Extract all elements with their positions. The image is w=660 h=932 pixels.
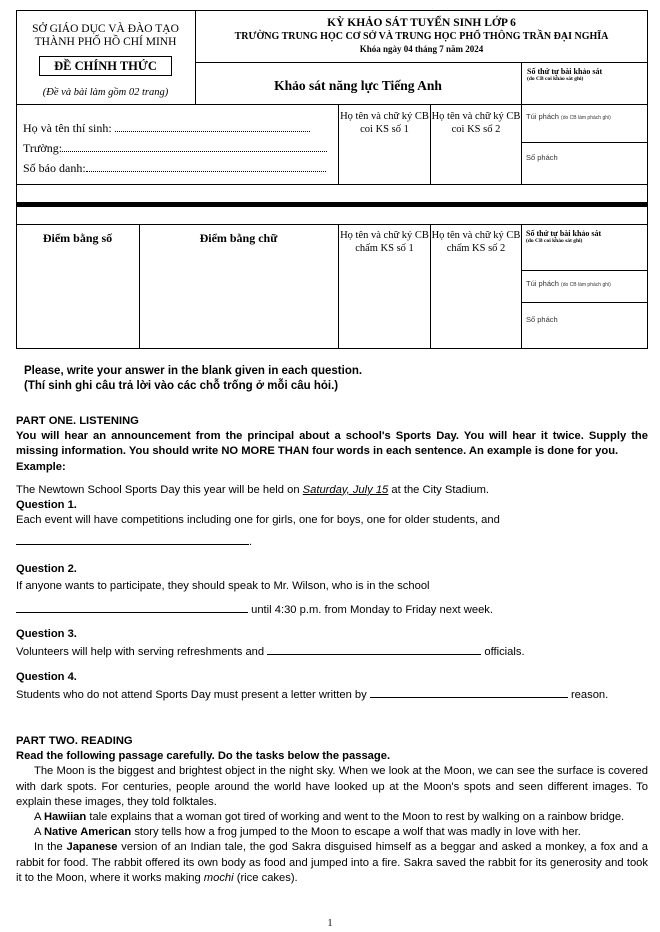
- page-number: 1: [327, 918, 333, 929]
- score-words-label: Điểm bằng chữ: [199, 231, 278, 245]
- city-name: THÀNH PHỐ HỒ CHÍ MINH: [34, 36, 177, 48]
- grader1-label: Họ tên và chữ ký CB chấm KS số 1: [340, 230, 429, 254]
- q3-after: officials.: [481, 646, 525, 659]
- subject-title: Khảo sát năng lực Tiếng Anh: [274, 78, 442, 93]
- divider: [16, 224, 648, 225]
- sbd-field[interactable]: [86, 163, 326, 172]
- q1-end: .: [249, 536, 253, 549]
- school-label: Trường:: [23, 141, 63, 155]
- student-name-field[interactable]: [115, 123, 310, 132]
- q1-answer-blank[interactable]: [16, 534, 249, 545]
- passage-paragraph-1: The Moon is the biggest and brightest object in the night sky. When we look at the Moon, we can see the surface is covered with dark spots. For centuries, people around the world have looked up at the Moon's spots and seen different images. To explain these images, they told folktales.: [16, 765, 648, 808]
- example-text: The Newtown School Sports Day this year will be held on: [16, 483, 303, 496]
- example-label: Example:: [16, 460, 66, 473]
- part2-instruction: Read the following passage carefully. Do the tasks below the passage.: [16, 750, 391, 763]
- q4-label: Question 4.: [16, 670, 77, 683]
- official-label: ĐỀ CHÍNH THỨC: [39, 56, 172, 76]
- text: story tells how a frog jumped to the Moon to escape a wolf that was madly in love with her.: [131, 826, 581, 839]
- header-order-divider: [521, 62, 522, 105]
- divider: [521, 270, 648, 271]
- q4-answer-blank[interactable]: [370, 687, 568, 698]
- q2-text: If anyone wants to participate, they should speak to Mr. Wilson, who is in the school: [16, 579, 430, 592]
- divider: [521, 105, 522, 185]
- q4-text: Students who do not attend Sports Day must present a letter written by: [16, 688, 370, 701]
- text: In the: [34, 841, 67, 854]
- mochi-term: mochi: [203, 871, 234, 884]
- text: (rice cakes).: [233, 871, 298, 884]
- passage-paragraph-2: [16, 810, 648, 825]
- example-answer: Saturday, July 15: [302, 483, 389, 496]
- divider: [521, 302, 648, 303]
- hawaiian-keyword: Hawiian: [43, 811, 87, 824]
- text: tale explains that a woman got tired of working and went to the Moon to rest by walking on a rainbow bridge.: [86, 811, 625, 824]
- department-name: SỞ GIÁO DỤC VÀ ĐÀO TẠO: [32, 23, 179, 35]
- grading-table: [16, 206, 648, 349]
- q3-answer-blank[interactable]: [267, 644, 481, 655]
- text: version of an Indian tale, the god Sakra disguised himself as a beggar and asked a monkey, a fox and a rabbit for food. The rabbit offered its own body as food and jumped into a fire. Sakra saved the rabbit for its generosity and took it to the Moon, where it works making: [16, 841, 648, 884]
- q3-text: Volunteers will help with serving refreshments and: [16, 646, 268, 659]
- example-text-end: at the City Stadium.: [388, 483, 490, 496]
- part1-heading: PART ONE. LISTENING: [16, 415, 139, 427]
- divider: [521, 142, 648, 143]
- grader2-label: Họ tên và chữ ký CB chấm KS số 2: [431, 230, 521, 254]
- header-hline: [195, 62, 648, 63]
- student-name-label: Họ và tên thí sinh:: [23, 121, 112, 135]
- text: A: [34, 826, 44, 839]
- school-name: TRƯỜNG TRUNG HỌC CƠ SỞ VÀ TRUNG HỌC PHỔ THÔNG TRẦN ĐẠI NGHĨA: [234, 31, 609, 42]
- q2-answer-blank[interactable]: [16, 602, 248, 613]
- japanese-keyword: Japanese: [66, 841, 118, 854]
- so-phach-label: Số phách: [526, 153, 558, 162]
- tui-phach-label: Túi phách: [526, 112, 559, 121]
- text: A: [34, 811, 44, 824]
- grading-tui-phach-label: Túi phách: [526, 279, 559, 288]
- cut-strip: [16, 185, 648, 203]
- q2-after: until 4:30 p.m. from Monday to Friday next week.: [248, 604, 493, 617]
- instruction-vietnamese: (Thí sinh ghi câu trả lời vào các chỗ trống ở mỗi câu hỏi.): [24, 380, 339, 392]
- instruction-english: Please, write your answer in the blank given in each question.: [24, 365, 363, 377]
- order-note: (do CB coi khảo sát ghi): [527, 76, 584, 82]
- passage-paragraph-3: [16, 825, 648, 840]
- reading-section: [16, 734, 648, 886]
- proctor1-label: Họ tên và chữ ký CB coi KS số 1: [340, 111, 429, 135]
- q1-label: Question 1.: [16, 499, 77, 512]
- grading-so-phach-label: Số phách: [526, 315, 558, 324]
- pages-note: (Đề và bài làm gồm 02 trang): [42, 87, 169, 98]
- exam-title: KỲ KHẢO SÁT TUYỂN SINH LỚP 6: [327, 17, 516, 29]
- listening-section: [16, 414, 648, 703]
- score-number-label: Điểm bằng số: [42, 231, 113, 245]
- q2-label: Question 2.: [16, 562, 77, 575]
- sbd-label: Số báo danh:: [23, 161, 86, 175]
- q4-after: reason.: [567, 688, 609, 701]
- q1-text: Each event will have competitions including one for girls, one for boys, one for older students, and: [16, 514, 500, 527]
- grading-order-note: (do CB coi khảo sát ghi): [526, 238, 583, 244]
- exam-date: Khóa ngày 04 tháng 7 năm 2024: [359, 44, 484, 54]
- native-american-keyword: Native American: [43, 826, 132, 839]
- school-field[interactable]: [62, 143, 327, 152]
- q3-label: Question 3.: [16, 628, 77, 641]
- divider: [521, 224, 522, 349]
- grading-order-label: Số thứ tự bài khảo sát: [526, 229, 602, 238]
- order-label: Số thứ tự bài khảo sát: [527, 67, 603, 76]
- grading-tui-phach-note: (do CB làm phách ghi): [561, 282, 611, 288]
- part1-intro: You will hear an announcement from the principal about a school's Sports Day. You will hear it twice. Supply the missing information. You should write NO MORE THAN four words in each sentence. An example is done for you.: [16, 430, 648, 458]
- passage-paragraph-4: [16, 840, 648, 886]
- tui-phach-note: (do CB làm phách ghi): [561, 115, 611, 121]
- proctor2-label: Họ tên và chữ ký CB coi KS số 2: [431, 111, 521, 135]
- part2-heading: PART TWO. READING: [16, 735, 133, 747]
